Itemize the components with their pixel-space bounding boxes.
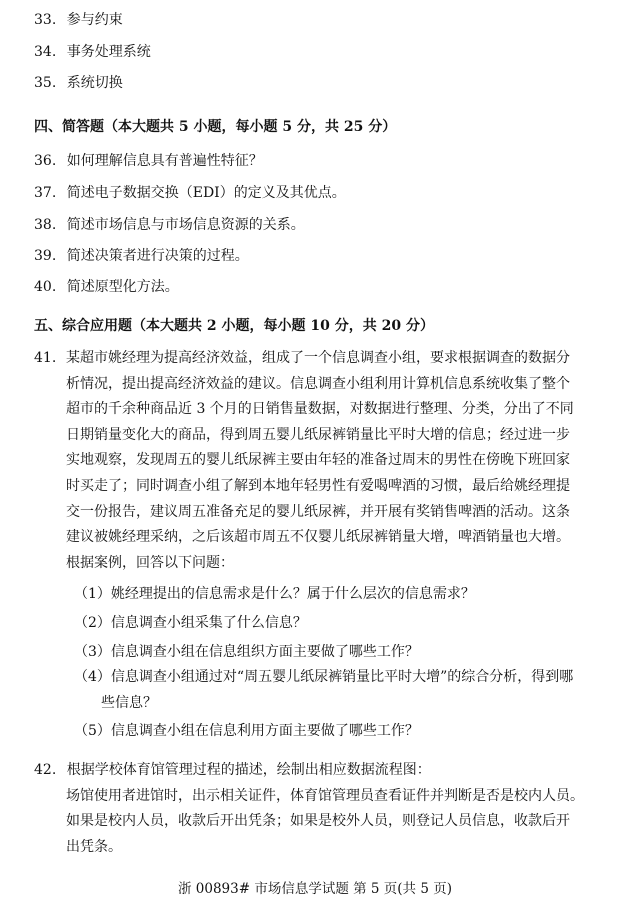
term-35 bbox=[34, 73, 123, 93]
subquestion-number: （5） bbox=[74, 723, 111, 739]
question-text: 根据学校体育馆管理过程的描述，绘制出相应数据流程图： bbox=[66, 762, 431, 778]
q42-line: 如果是校内人员，收款后开出凭条；如果是校外人员，则登记人员信息，收款后开 bbox=[66, 813, 570, 829]
subquestion-number: （4） bbox=[74, 669, 111, 685]
question-41-number: 41. bbox=[34, 350, 57, 366]
subquestion-number: （1） bbox=[74, 586, 111, 602]
question-37 bbox=[34, 183, 346, 203]
q41-subquestion-4 bbox=[74, 667, 573, 687]
question-text: 如何理解信息具有普遍性特征？ bbox=[66, 153, 263, 169]
q41-line: 建议被姚经理采纳，之后该超市周五不仅婴儿纸尿裤销量大增，啤酒销量也大增。 bbox=[66, 529, 570, 545]
subquestion-text: 信息调查小组在信息组织方面主要做了哪些工作？ bbox=[110, 644, 419, 660]
q41-subquestion-2 bbox=[74, 613, 307, 633]
subquestion-text: 姚经理提出的信息需求是什么？属于什么层次的信息需求？ bbox=[110, 586, 475, 602]
term-number: 34. bbox=[34, 44, 57, 60]
question-text: 简述市场信息与市场信息资源的关系。 bbox=[66, 217, 305, 233]
question-number: 36. bbox=[34, 153, 57, 169]
subquestion-text: 信息调查小组在信息利用方面主要做了哪些工作？ bbox=[110, 723, 419, 739]
question-text: 简述原型化方法。 bbox=[66, 279, 179, 295]
question-number: 42. bbox=[34, 762, 57, 778]
question-36 bbox=[34, 151, 263, 171]
q41-line: 日期销量变化大的商品，得到周五婴儿纸尿裤销量比平时大增的信息；经过进一步 bbox=[66, 427, 570, 443]
q41-line: 根据案例，回答以下问题： bbox=[66, 555, 234, 571]
subquestion-text: 信息调查小组采集了什么信息？ bbox=[110, 615, 307, 631]
question-40 bbox=[34, 277, 179, 297]
q41-subquestion-1 bbox=[74, 584, 475, 604]
q41-line: 交一份报告，建议周五准备充足的婴儿纸尿裤，并开展有奖销售啤酒的活动。这条 bbox=[66, 504, 570, 520]
subquestion-text: 信息调查小组通过对“周五婴儿纸尿裤销量比平时大增”的综合分析，得到哪 bbox=[110, 669, 574, 685]
section-5-title: 五、综合应用题（本大题共 2 小题，每小题 10 分，共 20 分） bbox=[34, 318, 434, 334]
q41-subquestion-4-continued: 些信息？ bbox=[101, 695, 157, 711]
q42-line: 出凭条。 bbox=[66, 839, 122, 855]
section-4-title: 四、简答题（本大题共 5 小题，每小题 5 分，共 25 分） bbox=[34, 119, 397, 135]
term-number: 35. bbox=[34, 75, 57, 91]
term-number: 33. bbox=[34, 12, 57, 28]
q41-line: 某超市姚经理为提高经济效益，组成了一个信息调查小组，要求根据调查的数据分 bbox=[66, 350, 570, 366]
term-33 bbox=[34, 10, 123, 30]
q41-subquestion-3 bbox=[74, 642, 419, 662]
question-text: 简述电子数据交换（EDI）的定义及其优点。 bbox=[66, 185, 346, 201]
q41-subquestion-5 bbox=[74, 721, 419, 741]
question-number: 37. bbox=[34, 185, 57, 201]
subquestion-number: （3） bbox=[74, 644, 111, 660]
question-number: 39. bbox=[34, 248, 57, 264]
question-text: 简述决策者进行决策的过程。 bbox=[66, 248, 249, 264]
question-number: 40. bbox=[34, 279, 57, 295]
q41-line: 时买走了；同时调查小组了解到本地年轻男性有爱喝啤酒的习惯，最后给姚经理提 bbox=[66, 478, 570, 494]
q41-line: 超市的千余种商品近 3 个月的日销售量数据，对数据进行整理、分类，分出了不同 bbox=[66, 401, 574, 417]
q41-line: 实地观察，发现周五的婴儿纸尿裤主要由年轻的准备过周末的男性在傍晚下班回家 bbox=[66, 452, 570, 468]
question-38 bbox=[34, 215, 305, 235]
question-number: 38. bbox=[34, 217, 57, 233]
subquestion-number: （2） bbox=[74, 615, 111, 631]
question-39 bbox=[34, 246, 249, 266]
term-text: 事务处理系统 bbox=[66, 44, 151, 60]
q41-line: 析情况，提出提高经济效益的建议。信息调查小组利用计算机信息系统收集了整个 bbox=[66, 376, 570, 392]
term-text: 系统切换 bbox=[66, 75, 123, 91]
q42-line: 场馆使用者进馆时，出示相关证件，体育馆管理员查看证件并判断是否是校内人员。 bbox=[66, 788, 584, 804]
page-footer: 浙 00893# 市场信息学试题 第 5 页(共 5 页) bbox=[177, 881, 452, 897]
term-text: 参与约束 bbox=[66, 12, 123, 28]
question-42 bbox=[34, 760, 431, 780]
term-34 bbox=[34, 42, 151, 62]
